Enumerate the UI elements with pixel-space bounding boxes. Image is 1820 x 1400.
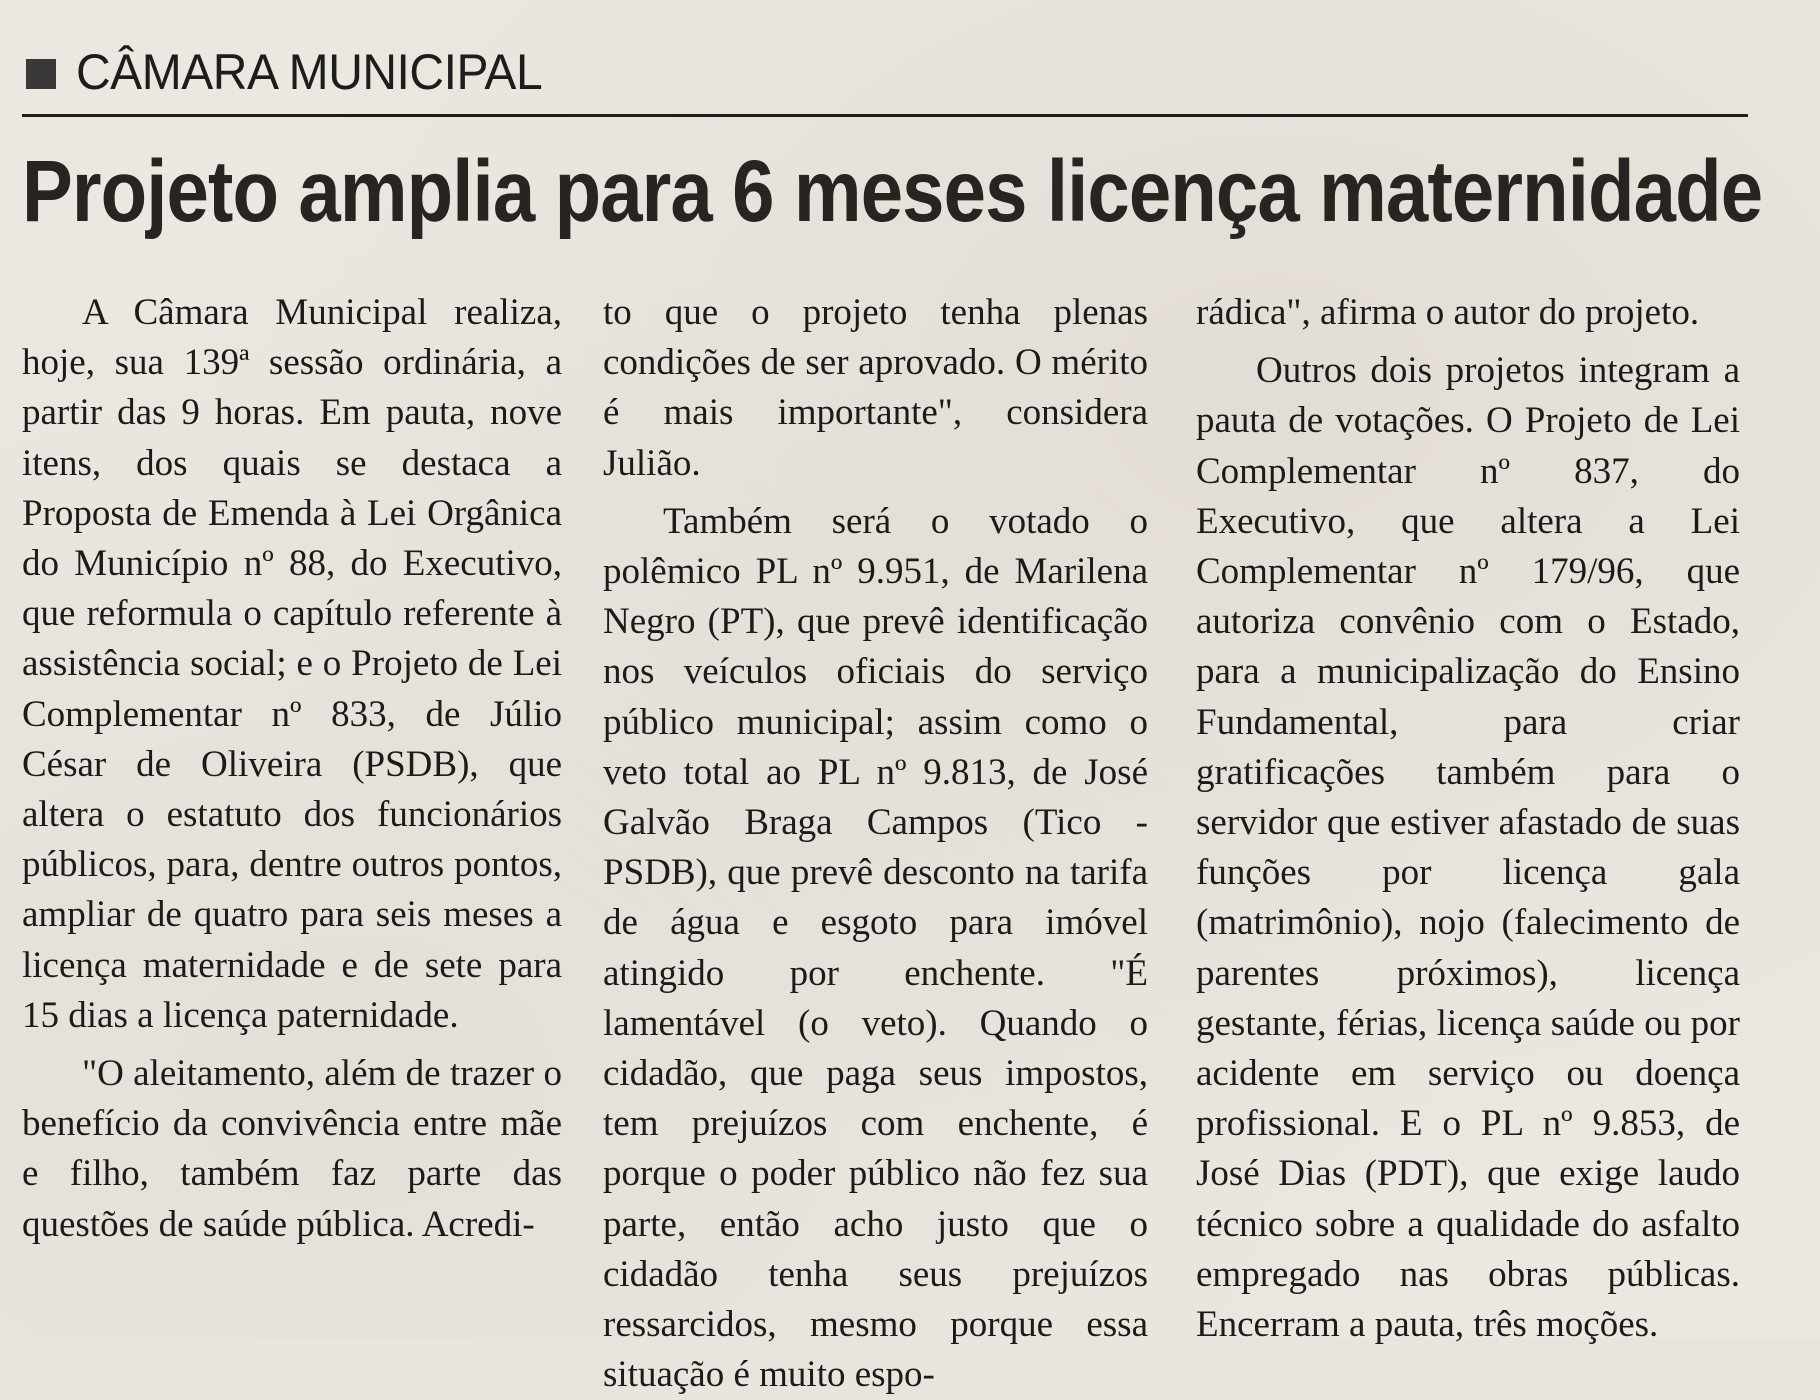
- article-column-1: [22, 288, 562, 1250]
- section-header: [26, 40, 562, 104]
- paragraph: Outros dois projetos integram a pauta de votações. O Projeto de Lei Complementar nº 837, do Executivo, que altera a Lei Complementar nº 179/96, que autoriza convênio com o Estado, para a municipalização do Ensino Fundamental, para criar gratificações também para o servidor que estiver afastado de suas funções por licença gala (matrimônio), nojo (falecimento de parentes próximos), licença gestante, férias, licença saúde ou por acidente em serviço ou doença profissional. E o PL nº 9.853, de José Dias (PDT), que exige laudo técnico sobre a qualidade do asfalto empregado nas obras públicas. Encerram a pauta, três moções.: [1196, 350, 1740, 1346]
- paragraph: "O aleitamento, além de trazer o benefício da convivência entre mãe e filho, também faz parte das questões de saúde pública. Acredi-: [22, 1053, 562, 1245]
- header-rule: [22, 114, 1748, 117]
- article-column-2: [603, 288, 1148, 1400]
- section-title: CÂMARA MUNICIPAL: [76, 44, 543, 100]
- paragraph: A Câmara Municipal realiza, hoje, sua 139ª sessão ordinária, a partir das 9 horas. Em pauta, nove itens, dos quais se destaca a Proposta de Emenda à Lei Orgânica do Município nº 88, do Executivo, que reformula o capítulo referente à assistência social; e o Projeto de Lei Complementar nº 833, de Júlio César de Oliveira (PSDB), que altera o estatuto dos funcionários públicos, para, dentre outros pontos, ampliar de quatro para seis meses a licença maternidade e de sete para 15 dias a licença paternidade.: [22, 292, 562, 1036]
- paragraph: Também será o votado o polêmico PL nº 9.951, de Marilena Negro (PT), que prevê identificação nos veículos oficiais do serviço público municipal; assim como o veto total ao PL nº 9.813, de José Galvão Braga Campos (Tico - PSDB), que prevê desconto na tarifa de água e esgoto para imóvel atingido por enchente. "É lamentável (o veto). Quando o cidadão, que paga seus impostos, tem prejuízos com enchente, é porque o poder público não fez sua parte, então acho justo que o cidadão tenha seus prejuízos ressarcidos, mesmo porque essa situação é muito espo-: [603, 500, 1148, 1396]
- article-column-3: [1196, 288, 1740, 1350]
- paragraph: to que o projeto tenha plenas condições de ser aprovado. O mérito é mais importante", considera Julião.: [603, 292, 1148, 484]
- paragraph: rádica", afirma o autor do projeto.: [1196, 292, 1700, 333]
- section-square-icon: [26, 59, 56, 89]
- headline: Projeto amplia para 6 meses licença maternidade: [22, 143, 1763, 240]
